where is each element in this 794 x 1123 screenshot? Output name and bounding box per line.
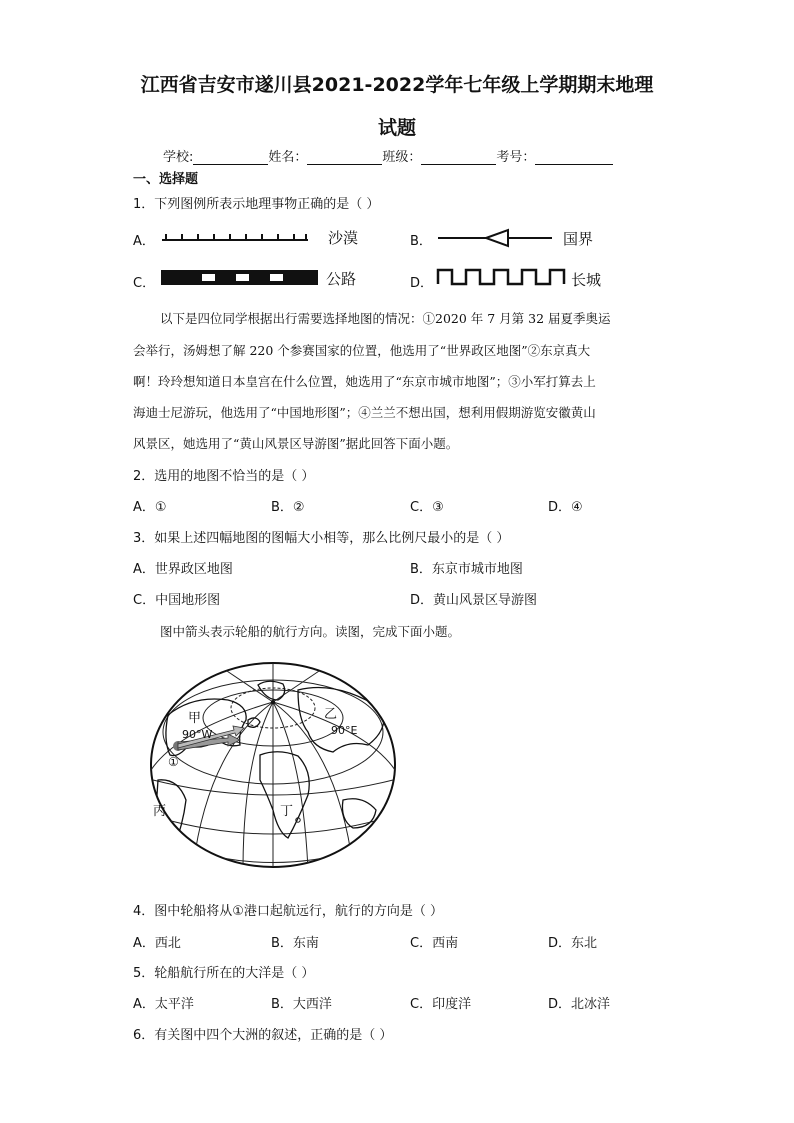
passage-line-2: 会举行，汤姆想了解 220 个参赛国家的位置，他选用了“世界政区地图”②东京真大 — [133, 343, 591, 358]
q3-option-b: B．东京市城市地图 — [410, 562, 523, 577]
class-label: 班级： — [382, 150, 422, 165]
q5-option-c: C．印度洋 — [410, 997, 472, 1012]
q4-option-c: C．西南 — [410, 936, 459, 951]
label-ding: 丁 — [280, 804, 294, 819]
label-90e: 90°E — [331, 724, 358, 737]
q2-option-d: D．④ — [548, 500, 583, 515]
question-2-stem: 2．选用的地图不恰当的是（ ） — [133, 469, 315, 484]
q3-option-d: D．黄山风景区导游图 — [410, 593, 538, 608]
q3-option-c: C．中国地形图 — [133, 593, 221, 608]
school-blank[interactable] — [193, 152, 268, 165]
globe-map — [148, 660, 398, 870]
q1-option-a-letter: A． — [133, 234, 155, 249]
label-90w: 90°W — [182, 728, 213, 741]
q5-option-a: A．太平洋 — [133, 997, 194, 1012]
label-bing: 丙 — [153, 804, 167, 819]
q1-option-c-label: 公路 — [326, 270, 357, 288]
great-wall-legend-symbol — [436, 266, 568, 286]
question-3-stem: 3．如果上述四幅地图的图幅大小相等，那么比例尺最小的是（ ） — [133, 531, 510, 546]
q5-option-d: D．北冰洋 — [548, 997, 611, 1012]
question-4-stem: 4．图中轮船将从①港口起航远行，航行的方向是（ ） — [133, 904, 444, 919]
road-legend-symbol — [160, 268, 320, 288]
student-info-line — [163, 146, 613, 165]
q3-option-a: A．世界政区地图 — [133, 562, 233, 577]
q1-option-b-label: 国界 — [563, 230, 594, 248]
desert-legend-symbol — [160, 228, 310, 246]
question-1-stem: 1．下列图例所表示地理事物正确的是（ ） — [133, 197, 380, 212]
q1-option-c-letter: C． — [133, 276, 156, 291]
passage-line-1: 以下是四位同学根据出行需要选择地图的情况：①2020 年 7 月第 32 届夏季奥运 — [160, 311, 611, 326]
q4-option-d: D．东北 — [548, 936, 598, 951]
q1-option-d-label: 长城 — [571, 271, 602, 289]
q4-option-a: A．西北 — [133, 936, 181, 951]
label-yi: 乙 — [324, 707, 338, 722]
name-label: 姓名： — [268, 150, 308, 165]
number-label: 考号： — [496, 150, 536, 165]
class-blank[interactable] — [421, 152, 496, 165]
q4-option-b: B．东南 — [271, 936, 319, 951]
passage-line-5: 风景区，她选用了“黄山风景区导游图”据此回答下面小题。 — [133, 436, 459, 451]
label-port-1: ① — [168, 755, 179, 769]
q1-option-a-label: 沙漠 — [328, 229, 359, 247]
section-heading: 一、选择题 — [133, 172, 199, 187]
page-title-continued: 试题 — [377, 117, 416, 139]
passage-line-4: 海迪士尼游玩，他选用了“中国地形图”；④兰兰不想出国，想利用假期游览安徽黄山 — [133, 405, 596, 420]
q2-option-a: A．① — [133, 500, 167, 515]
label-jia: 甲 — [188, 711, 202, 726]
border-legend-symbol — [436, 228, 554, 248]
q1-option-b-letter: B． — [410, 234, 432, 249]
name-blank[interactable] — [307, 152, 382, 165]
number-blank[interactable] — [535, 152, 613, 165]
question-6-stem: 6．有关图中四个大洲的叙述，正确的是（ ） — [133, 1028, 393, 1043]
school-label: 学校: — [163, 150, 194, 165]
q2-option-c: C．③ — [410, 500, 444, 515]
q2-option-b: B．② — [271, 500, 305, 515]
page-title: 江西省吉安市遂川县2021-2022学年七年级上学期期末地理 — [140, 74, 654, 96]
q5-option-b: B．大西洋 — [271, 997, 332, 1012]
question-5-stem: 5．轮船航行所在的大洋是（ ） — [133, 966, 315, 981]
q1-option-d-letter: D． — [410, 276, 434, 291]
passage-line-3: 啊！玲玲想知道日本皇宫在什么位置，她选用了“东京市城市地图”；③小军打算去上 — [133, 374, 596, 389]
passage-2: 图中箭头表示轮船的航行方向。读图，完成下面小题。 — [160, 624, 461, 639]
